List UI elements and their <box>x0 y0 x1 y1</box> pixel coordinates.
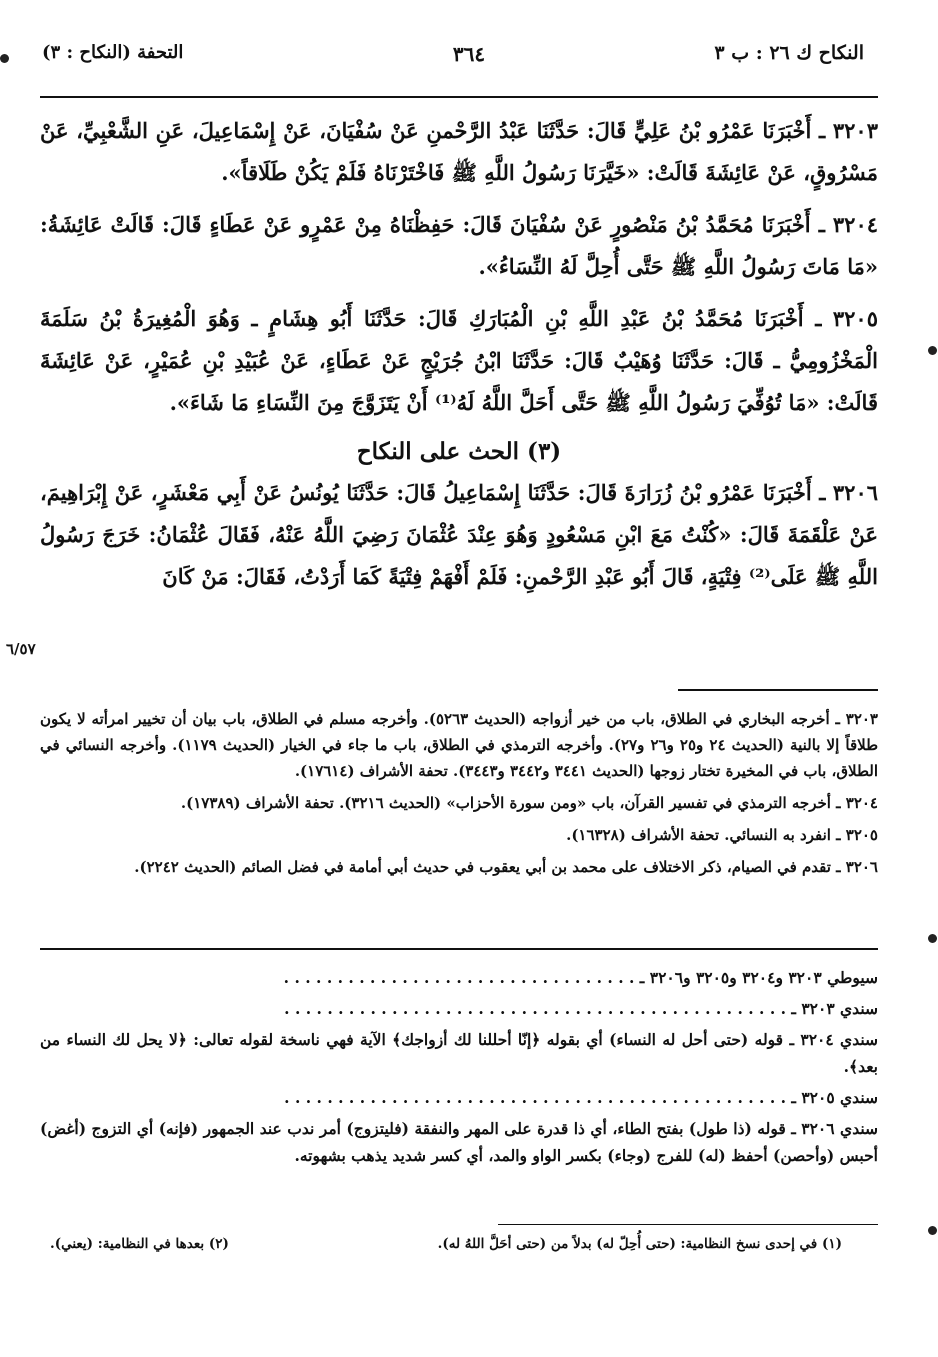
commentary-section <box>40 964 878 1173</box>
footnote-rule <box>498 1224 878 1225</box>
commentary-sindi-3206: سندي ٣٢٠٦ ـ قوله (ذا طول) بفتح الطاء، أي ذا قدرة على المهر والنفقة (فليتزوج) أمر ندب عند الجمهور (فإنه) أي التزوج (أغض) أحبس (وأحصن) أحفظ (له) للفرج (وجاء) بكسر الواو والمد، أي كسر شديد يذهب بشهوته. <box>40 1119 878 1165</box>
running-header <box>30 42 908 72</box>
page-number: ٣٦٤ <box>452 42 486 66</box>
hadith-number: ٣٢٠٦ ـ <box>819 480 879 505</box>
takhrij-rule <box>678 689 878 691</box>
header-tuhfa-ref: التحفة (النكاح : ٣) <box>42 42 184 63</box>
takhrij-3203: ٣٢٠٣ ـ أخرجه البخاري في الطلاق، باب من خير أزواجه (الحديث ٥٢٦٣). وأخرجه مسلم في الطلاق، باب بيان أن تخيير امرأته لا يكون طلاقاً إلا بالنية (الحديث ٢٤ و٢٥ و٢٦ و٢٧). وأخرجه الترمذي في الطلاق، باب ما جاء في الخيار (الحديث ١١٧٩). وأخرجه النسائي في الطلاق، باب في المخيرة تختار زوجها (الحديث ٣٤٤١ و٣٤٤٢ و٣٤٤٣). تحفة الأشراف (١٧٦١٤). <box>40 710 879 780</box>
margin-page-reference: ٦/٥٧ <box>6 640 36 658</box>
hadith-number: ٣٢٠٤ ـ <box>818 212 879 237</box>
takhrij-3205: ٣٢٠٥ ـ انفرد به النسائي. تحفة الأشراف (١٦٣٢٨). <box>566 826 878 844</box>
hadith-3205 <box>40 298 878 424</box>
hadith-matn: «خَيَّرَنَا رَسُولُ اللَّهِ ﷺ فَاخْتَرْنَاهُ فَلَمْ يَكُنْ طَلَاقاً». <box>221 160 640 185</box>
takhrij-3206: ٣٢٠٦ ـ تقدم في الصيام، ذكر الاختلاف على محمد بن أبي يعقوب في حديث أبي أمامة في فضل الصائم (الحديث ٢٢٤٢). <box>134 858 878 876</box>
commentary-suyuti: سيوطي ٣٢٠٣ و٣٢٠٤ و٣٢٠٥ و٣٢٠٦ ـ . . . . . . . . . . . . . . . . . . . . . . . . . . . . . . . . . <box>283 968 878 987</box>
hadith-isnad: أَخْبَرَنَا عَمْرُو بْنُ عَلِيٍّ قَالَ: حَدَّثَنَا عَبْدُ الرَّحْمنِ عَنْ سُفْيَانَ، عَنْ إِسْمَاعِيلَ، عَنِ الشَّعْبِيِّ، عَنْ مَسْرُوقٍ، عَنْ عَائِشَةَ قَالَتْ: <box>40 118 878 185</box>
binding-hole-mark <box>928 934 937 943</box>
footnote-1: (١) في إحدى نسخ النظامية: (حتى أُحِلّ له) بدلاً من (حتى أحَلَّ اللهُ له). <box>437 1236 842 1252</box>
hadith-number: ٣٢٠٣ ـ <box>819 118 878 143</box>
hadith-isnad: أَخْبَرَنَا مُحَمَّدُ بْنُ عَبْدِ اللَّهِ بْنِ الْمُبَارَكِ قَالَ: حَدَّثَنَا أَبُو هِشَامٍ ـ وَهُوَ الْمُغِيرَةُ بْنُ سَلَمَةَ الْمَخْزُومِيُّ ـ قَالَ: حَدَّثَنَا وُهَيْبٌ قَالَ: حَدَّثَنَا ابْنُ جُرَيْجٍ عَنْ عَطَاءٍ، عَنْ عُبَيْدِ بْنِ عُمَيْرٍ، عَنْ عَائِشَةَ قَالَتْ: <box>40 306 878 415</box>
binding-hole-mark <box>0 54 9 63</box>
hadith-matn: «مَا مَاتَ رَسُولُ اللَّهِ ﷺ حَتَّى أُحِلَّ لَهُ النِّسَاءُ». <box>478 254 878 279</box>
hadith-3204 <box>40 204 878 288</box>
hadith-isnad: أَخْبَرَنَا مُحَمَّدُ بْنُ مَنْصُورٍ عَنْ سُفْيَانَ قَالَ: حَفِظْنَاهُ مِنْ عَمْرٍو عَنْ عَطَاءٍ قَالَ: قَالَتْ عَائِشَةُ: <box>40 212 811 237</box>
commentary-sindi-3203: سندي ٣٢٠٣ ـ . . . . . . . . . . . . . . . . . . . . . . . . . . . . . . . . . . . . . . . . . . . . . . . <box>284 999 878 1018</box>
hadith-3206 <box>40 472 878 598</box>
footnote-2: (٢) بعدها في النظامية: (يعني). <box>50 1236 229 1252</box>
takhrij-3204: ٣٢٠٤ ـ أخرجه الترمذي في تفسير القرآن، باب «ومن سورة الأحزاب» (الحديث ٣٢١٦). تحفة الأشراف (١٧٣٨٩). <box>180 794 878 812</box>
binding-hole-mark <box>928 1226 937 1235</box>
commentary-rule <box>40 948 878 950</box>
commentary-sindi-3205: سندي ٣٢٠٥ ـ . . . . . . . . . . . . . . . . . . . . . . . . . . . . . . . . . . . . . . . . . . . . . . . <box>284 1088 878 1107</box>
hadith-text-block <box>40 110 878 670</box>
header-rule <box>40 96 878 98</box>
commentary-sindi-3204: سندي ٣٢٠٤ ـ قوله (حتى أحل له النساء) أي بقوله ﴿إنّا أحللنا لك أزواجك﴾ الآية فهي ناسخة لقوله تعالى: ﴿لا يحل لك النساء من بعد﴾. <box>40 1030 878 1076</box>
hadith-3203 <box>40 110 878 194</box>
takhrij-section <box>40 706 878 886</box>
chapter-title: (٣) الحث على النكاح <box>356 438 562 465</box>
binding-hole-mark <box>928 346 937 355</box>
hadith-matn: «مَا تُوُفِّيَ رَسُولُ اللَّهِ ﷺ حَتَّى أَحَلَّ اللَّهُ لَهُ⁽¹⁾ أَنْ يَتَزَوَّجَ مِنَ النِّسَاءِ مَا شَاءَ». <box>169 390 820 415</box>
hadith-text: أَخْبَرَنَا عَمْرُو بْنُ زُرَارَةَ قَالَ: حَدَّثَنَا إِسْمَاعِيلُ قَالَ: حَدَّثَنَا يُونُسُ عَنْ أَبِي مَعْشَرٍ، عَنْ إِبْرَاهِيمَ، عَنْ عَلْقَمَةَ قَالَ: «كُنْتُ مَعَ ابْنِ مَسْعُودٍ وَهُوَ عِنْدَ عُثْمَانَ رَضِيَ اللَّهُ عَنْهُ، فَقَالَ عُثْمَانُ: خَرَجَ رَسُولُ اللَّهِ ﷺ عَلَى⁽²⁾ فِتْيَةٍ، قَالَ أَبُو عَبْدِ الرَّحْمنِ: فَلَمْ أَفْهَمْ فِتْيَةً كَمَا أَرَدْتُ، فَقَالَ: مَنْ كَانَ <box>40 480 878 589</box>
header-chapter-ref: النكاح ك ٢٦ : ب ٣ <box>714 42 864 64</box>
hadith-number: ٣٢٠٥ ـ <box>815 306 878 331</box>
